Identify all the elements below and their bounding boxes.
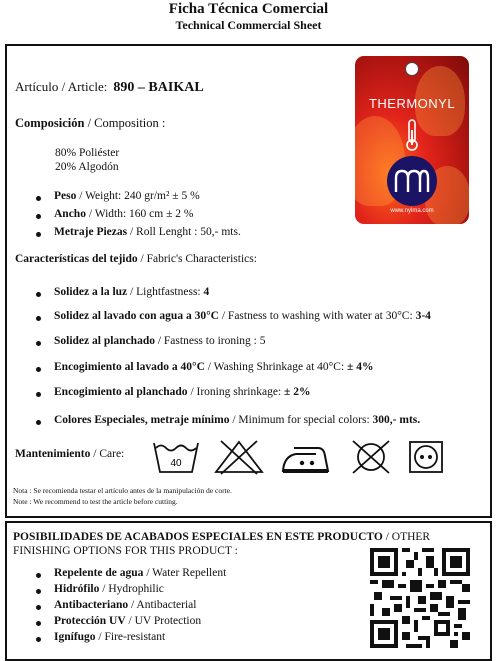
finishing-title: POSIBILIDADES DE ACABADOS ESPECIALES EN ESTE PRODUCTO / OTHER <box>13 531 431 543</box>
thermometer-icon <box>404 118 420 152</box>
tag-hole <box>405 62 419 76</box>
bullet <box>36 573 41 578</box>
article-label: Artículo / Article: <box>15 79 108 94</box>
tag-brand: THERMONYL <box>368 96 456 111</box>
article-code: 890 – BAIKAL <box>113 80 204 95</box>
spec-width: Ancho / Width: 160 cm ± 2 % <box>54 208 194 220</box>
svg-text:40: 40 <box>170 458 182 469</box>
composition-line: 20% Algodón <box>55 161 119 173</box>
finishing-item: Antibacteriano / Antibacterial <box>54 599 197 611</box>
article-line <box>15 79 204 96</box>
bullet <box>36 367 41 372</box>
bullet <box>36 392 41 397</box>
wash-40-icon <box>153 440 199 476</box>
page-title: Ficha Técnica Comercial <box>168 1 329 17</box>
bullet <box>36 196 41 201</box>
finishing-item: Protección UV / UV Protection <box>54 615 202 627</box>
qr-code <box>370 548 470 648</box>
dry-clean-icon <box>408 440 444 474</box>
bullet <box>36 292 41 297</box>
nylma-logo <box>387 156 437 206</box>
finishing-item: Ignífugo / Fire-resistant <box>54 631 166 643</box>
characteristic-item: Encogimiento al lavado a 40°C / Washing Shrinkage at 40°C: ± 4% <box>54 361 374 373</box>
no-bleach-icon <box>213 439 265 475</box>
finishing-item: Hidrófilo / Hydrophilic <box>54 583 164 595</box>
finishing-item: Repelente de agua / Water Repellent <box>54 567 227 579</box>
bullet <box>36 605 41 610</box>
characteristics-title: Características del tejido / Fabric's Characteristics: <box>15 253 257 265</box>
spec-roll-length: Metraje Piezas / Roll Lenght : 50,- mts. <box>54 226 241 238</box>
finishing-title-line2: FINISHING OPTIONS FOR THIS PRODUCT : <box>13 545 238 557</box>
tag-url: www.nylma.com <box>390 208 434 214</box>
characteristic-item: Colores Especiales, metraje mínimo / Minimum for special colors: 300,- mts. <box>54 414 421 426</box>
bullet <box>36 637 41 642</box>
care-label: Mantenimiento / Care: <box>15 448 125 460</box>
bullet <box>36 341 41 346</box>
note-en: Note : We recommend to test the article before cutting. <box>13 497 178 506</box>
note-es: Nota : Se recomienda testar el artículo antes de la manipulación de corte. <box>13 486 232 495</box>
composition-title: Composición / Composition : <box>15 116 166 130</box>
characteristic-item: Encogimiento al planchado / Ironing shrinkage: ± 2% <box>54 386 311 398</box>
thermonyl-hangtag <box>355 56 469 224</box>
bullet <box>36 589 41 594</box>
page-subtitle: Technical Commercial Sheet <box>175 18 322 32</box>
no-tumble-dry-icon <box>348 439 394 475</box>
characteristic-item: Solidez al lavado con agua a 30°C / Fastness to washing with water at 30°C: 3-4 <box>54 310 431 322</box>
characteristic-item: Solidez al planchado / Fastness to ironing : 5 <box>54 335 266 347</box>
characteristic-item: Solidez a la luz / Lightfastness: 4 <box>54 286 210 298</box>
bullet <box>36 316 41 321</box>
iron-two-dots-icon <box>280 444 330 474</box>
bullet <box>36 214 41 219</box>
nylma-logo-mark <box>387 156 437 206</box>
bullet <box>36 621 41 626</box>
bullet <box>36 232 41 237</box>
composition-line: 80% Poliéster <box>55 147 120 159</box>
bullet <box>36 420 41 425</box>
spec-weight: Peso / Weight: 240 gr/m² ± 5 % <box>54 190 200 202</box>
